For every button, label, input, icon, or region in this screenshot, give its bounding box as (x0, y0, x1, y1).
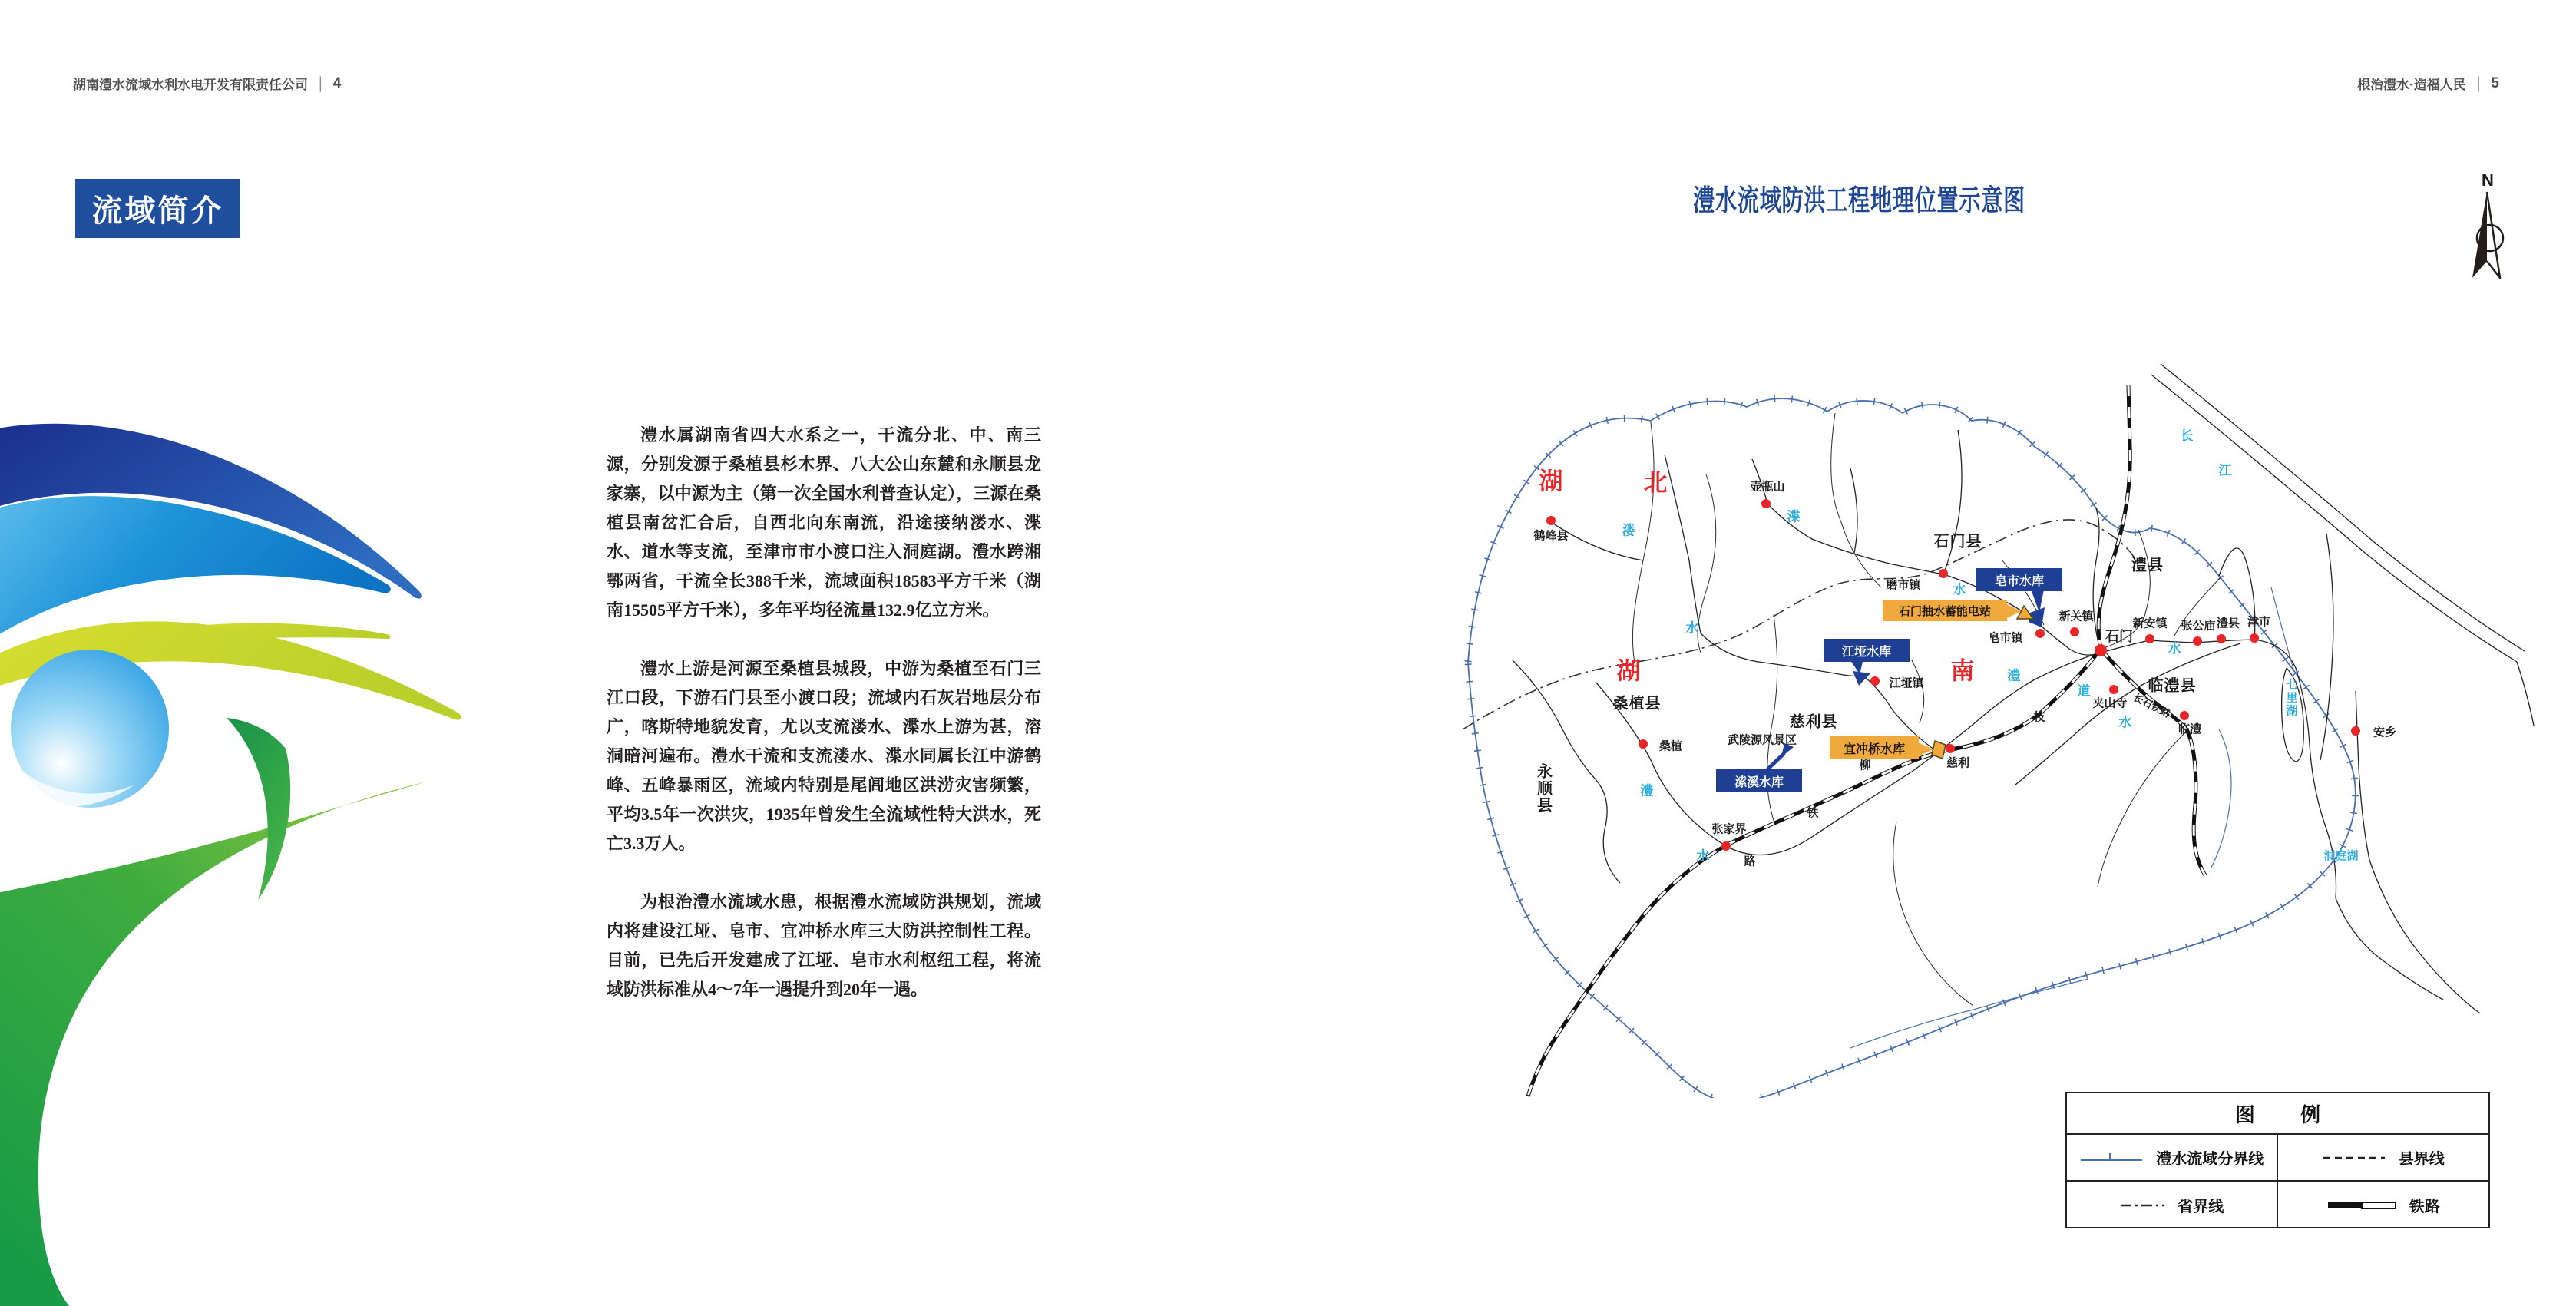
town-label: 张家界 (1711, 822, 1747, 836)
river-label-lishui: 水 (2168, 641, 2181, 656)
railway-label-changshi: 长石铁路 (2131, 691, 2173, 720)
town-label: 澧县 (2216, 617, 2240, 630)
reservoir-callout-zaoshi (1976, 568, 2062, 591)
river-label-daoshui: 水 (2118, 715, 2132, 730)
town-label: 新关镇 (2058, 610, 2094, 623)
section-title: 流域简介 (91, 194, 224, 228)
town-label: 壶瓶山 (1750, 480, 1785, 494)
project-callout-shimen-pumped-storage (1883, 600, 2007, 621)
paragraph: 澧水上游是河源至桑植县城段，中游为桑植至石门三江口段，下游石门县至小渡口段；流域内石灰岩地层分布广，喀斯特地貌发育，尤以支流溇水、渫水上游为甚，溶洞暗河遍布。澧水干流和支流溇水、渫水同属长江中游鹤峰、五峰暴雨区，流域内特别是尾闾地区洪涝灾害频繁，平均3.5年一次洪灾，1935年曾发生全流域性特大洪水，死亡3.3万人。 (607, 659, 1041, 853)
legend-item-basin-boundary (2067, 1135, 2278, 1182)
town-label: 石门 (2105, 629, 2133, 644)
town-label: 磨市镇 (1886, 578, 1921, 592)
project-callout-yichongqiao (1830, 736, 1919, 759)
county-boundary-lines (1632, 413, 2221, 1006)
province-label-hubei: 北 (1643, 469, 1668, 497)
header-left (73, 74, 341, 93)
map-title: 澧水流域防洪工程地理位置示意图 (1693, 185, 2025, 217)
river-label-lishui: 水 (1696, 848, 1710, 864)
logo-swirl-graphic (0, 399, 476, 1306)
paragraph: 澧水属湖南省四大水系之一，干流分北、中、南三源，分别发源于桑植县杉木界、八大公山东麓和永顺县龙家寨，以中源为主（第一次全国水利普查认定），三源在桑植县南岔汇合后，自西北向东南流，沿途接纳溇水、渫水、道水等支流，至津市市小渡口注入洞庭湖。澧水跨湘鄂两省，干流全长388千米，流域面积18583平方千米（湖南15505平方千米），多年平均径流量132.9亿立方米。 (607, 425, 1041, 620)
town-label: 慈利 (1946, 756, 1970, 770)
basin-boundary-symbol (2079, 1151, 2144, 1165)
legend-label: 澧水流域分界线 (2156, 1151, 2264, 1168)
company-name: 湖南澧水流域水利水电开发有限责任公司 (73, 78, 308, 92)
river-label-xieshui: 水 (1953, 582, 1966, 597)
page-number-left: 4 (332, 74, 342, 91)
reservoir-name: 皂市水库 (1994, 574, 2044, 588)
legend-label: 县界线 (2398, 1151, 2445, 1168)
river-label-xieshui: 渫 (1787, 509, 1801, 524)
town-label: 安乡 (2373, 726, 2397, 739)
river-lines (1513, 364, 2534, 1013)
legend-label: 铁路 (2409, 1199, 2440, 1215)
project-name: 宜冲桥水库 (1843, 742, 1905, 756)
railway-label-zhiliu: 柳 (1859, 759, 1871, 772)
county-boundary-symbol (2322, 1151, 2386, 1165)
town-label: 夹山寺 (2092, 696, 2128, 710)
railway-label-zhiliu: 铁 (1807, 806, 1819, 820)
paragraph: 为根治澧水流域水患，根据澧水流域防洪规划，流域内将建设江垭、皂市、宜冲桥水库三大防洪控制性工程。目前，已先后开发建成了江垭、皂市水利枢纽工程，将流域防洪标准从4～7年一遇提升到20年一遇。 (607, 892, 1041, 999)
county-label: 澧县 (2131, 557, 2164, 574)
railway-label-zhiliu: 路 (1744, 855, 1756, 868)
compass-n-label: N (2482, 170, 2494, 190)
county-label: 石门县 (1933, 533, 1982, 551)
basin-map (1420, 330, 2572, 1098)
map-geometry (1420, 330, 2572, 1098)
legend-item-county-boundary (2278, 1135, 2489, 1182)
river-label-loushui: 溇 (1622, 523, 1635, 538)
county-label: 桑植县 (1612, 695, 1662, 713)
railway-label-zhiliu: 枝 (2033, 710, 2045, 724)
province-boundary-symbol (2119, 1199, 2165, 1212)
river-label-daoshui: 道 (2077, 683, 2091, 699)
scenic-area-label: 武陵源风景区 (1727, 733, 1797, 747)
railway-symbol (2326, 1199, 2397, 1212)
county-label: 临澧县 (2148, 677, 2197, 695)
town-label: 张公庙 (2181, 619, 2216, 633)
intro-text (607, 421, 1041, 1033)
province-label-hunan: 南 (1950, 657, 1975, 685)
map-legend (2065, 1092, 2490, 1228)
reservoir-callout-jiangya (1824, 639, 1910, 662)
town-label: 临澧 (2178, 722, 2202, 736)
lake-label-qilihu: 七里湖 (2284, 678, 2298, 718)
town-label: 鹤峰县 (1533, 529, 1569, 543)
county-label: 永顺县 (1534, 763, 1552, 814)
project-name: 石门抽水蓄能电站 (1898, 605, 1991, 618)
slogan: 根治澧水·造福人民 (2357, 78, 2466, 92)
river-label-yangtze: 长 (2180, 428, 2194, 444)
header-separator: | (2476, 73, 2481, 92)
town-label: 津市 (2247, 615, 2271, 629)
reservoir-name: 溹溪水库 (1734, 775, 1784, 789)
river-label-loushui: 水 (1685, 620, 1699, 636)
legend-label: 省界线 (2178, 1199, 2224, 1215)
town-label: 桑植 (1658, 739, 1683, 753)
river-label-yangtze: 江 (2218, 463, 2232, 478)
company-logo (0, 399, 476, 1306)
reservoir-callout-suoxi (1716, 769, 1802, 792)
reservoir-name: 江垭水库 (1841, 645, 1891, 659)
town-label: 江垭镇 (1889, 676, 1924, 690)
compass (2463, 170, 2512, 292)
section-title-badge (75, 179, 240, 238)
legend-title: 图 例 (2067, 1093, 2488, 1135)
river-label-lishui: 澧 (1640, 783, 1654, 798)
header-right (2357, 74, 2499, 93)
header-separator: | (319, 73, 322, 92)
province-label-hunan: 湖 (1616, 657, 1641, 685)
town-label: 皂市镇 (1988, 631, 2023, 645)
river-label-lishui: 澧 (2007, 668, 2021, 683)
compass-needle-icon (2463, 190, 2512, 290)
legend-item-railway (2278, 1182, 2489, 1228)
town-label: 新安镇 (2132, 617, 2168, 630)
county-label: 慈利县 (1789, 713, 1838, 731)
legend-item-province-boundary (2067, 1182, 2278, 1228)
province-label-hubei: 湖 (1539, 468, 1563, 495)
page-number-right: 5 (2491, 74, 2499, 91)
lake-label-dongtinghu: 洞庭湖 (2323, 849, 2359, 863)
